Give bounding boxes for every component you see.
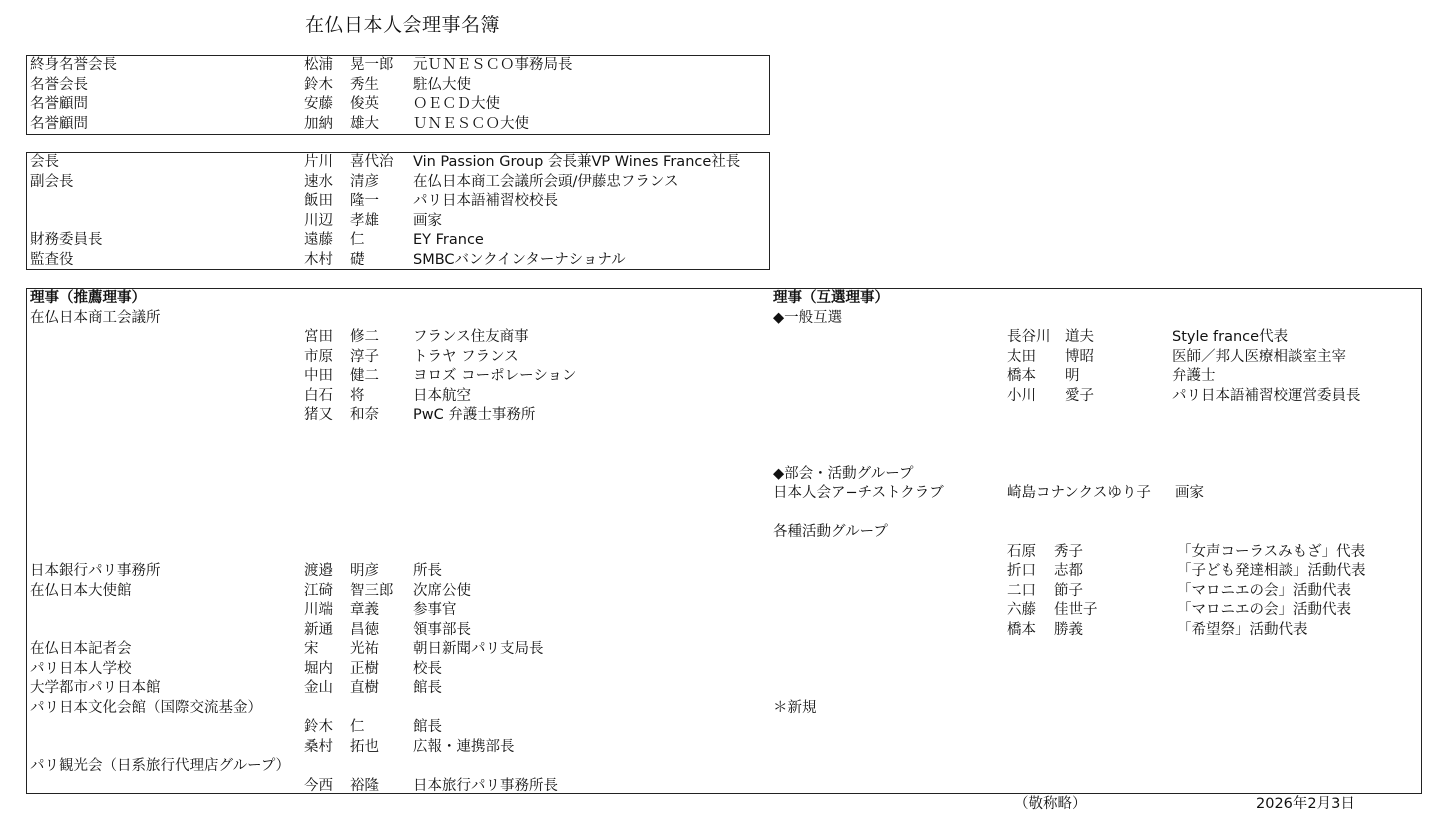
officer-row	[27, 231, 769, 251]
surname: 今西	[304, 777, 333, 794]
recommended-row	[27, 465, 771, 485]
elected-heading-row	[771, 289, 1421, 309]
surname: 猪又	[304, 407, 333, 423]
given-name: 節子	[1054, 582, 1083, 599]
given-name: 秀生	[350, 76, 379, 93]
affiliation: 画家	[1175, 485, 1204, 501]
recommended-row	[27, 679, 771, 699]
given-name: 晃一郎	[350, 57, 394, 73]
given-name: 仁	[350, 719, 365, 735]
affiliation: 「子ども発達相談」活動代表	[1177, 563, 1366, 579]
officer-row	[27, 153, 769, 173]
affiliation: 広報・連携部長	[413, 738, 515, 755]
recommended-row	[27, 718, 771, 738]
affiliation: 弁護士	[1172, 368, 1216, 384]
recommended-row	[27, 387, 771, 407]
given-name: 俊英	[350, 96, 379, 112]
surname: 石原	[1007, 543, 1036, 560]
surname: 遠藤	[304, 232, 333, 248]
activity-member-row	[771, 621, 1421, 641]
affiliation: 医師／邦人医療相談室主宰	[1172, 348, 1346, 365]
affiliation: 日本旅行パリ事務所長	[413, 777, 558, 794]
honorary-row	[27, 76, 769, 96]
role-label: 名誉顧問	[30, 96, 88, 112]
affiliation: 元ＵＮＥＳＣＯ事務局長	[413, 57, 573, 73]
groups-label: ◆部会・活動グループ	[773, 465, 914, 482]
recommended-row	[27, 328, 771, 348]
surname: 折口	[1007, 563, 1036, 579]
given-name: 清彦	[350, 173, 379, 190]
surname: 川端	[304, 602, 333, 618]
affiliation: 駐仏大使	[413, 76, 471, 93]
organization: 大学都市パリ日本館	[30, 680, 161, 696]
recommended-row	[27, 406, 771, 426]
surname: 橋本	[1007, 621, 1036, 638]
affiliation: パリ日本語補習校運営委員長	[1172, 387, 1361, 404]
surname: 新通	[304, 621, 333, 638]
surname: 市原	[304, 348, 333, 365]
recommended-row	[27, 543, 771, 563]
given-name: 光祐	[350, 641, 379, 657]
affiliation: 校長	[413, 660, 442, 677]
given-name: 勝義	[1054, 621, 1083, 638]
surname: 小川	[1007, 387, 1036, 404]
recommended-row	[27, 640, 771, 660]
given-name: 和奈	[350, 407, 379, 423]
document-date: 2026年2月3日	[1256, 796, 1355, 812]
given-name: 将	[350, 387, 365, 404]
surname: 宋	[304, 641, 319, 657]
recommended-row	[27, 348, 771, 368]
given-name: 秀子	[1054, 543, 1083, 560]
affiliation: 領事部長	[413, 621, 471, 638]
recommended-row	[27, 621, 771, 641]
given-name: 道夫	[1065, 329, 1094, 345]
recommended-row	[27, 367, 771, 387]
officer-row	[27, 251, 769, 271]
affiliation: ヨロズ コーポレーション	[413, 368, 577, 384]
recommended-row	[27, 601, 771, 621]
recommended-row	[27, 777, 771, 797]
surname: 堀内	[304, 660, 333, 677]
given-name: 孝雄	[350, 212, 379, 229]
organization: 在仏日本記者会	[30, 641, 132, 657]
role-label: 財務委員長	[30, 232, 103, 248]
artist-club-org: 日本人会ア−チストクラブ	[773, 485, 944, 501]
officer-row	[27, 192, 769, 212]
recommended-row	[27, 484, 771, 504]
affiliation: 在仏日本商工会議所会頭/伊藤忠フランス	[413, 173, 679, 190]
given-name: 佳世子	[1054, 602, 1098, 618]
groups-label-row	[771, 465, 1421, 485]
elected-heading: 理事（互選理事）	[773, 290, 889, 306]
honorary-row	[27, 115, 769, 135]
given-name: 拓也	[350, 738, 379, 755]
honorary-row	[27, 56, 769, 76]
organization: パリ日本文化会館（国際交流基金）	[30, 699, 262, 716]
general-member-row	[771, 348, 1421, 368]
surname: 速水	[304, 173, 333, 190]
surname: 二口	[1007, 582, 1036, 599]
surname: 鈴木	[304, 719, 333, 735]
given-name: 明	[1065, 368, 1080, 384]
given-name: 礎	[350, 251, 365, 268]
recommended-row	[27, 523, 771, 543]
affiliation: 画家	[413, 212, 442, 229]
recommended-row	[27, 582, 771, 602]
affiliation: パリ日本語補習校校長	[413, 193, 558, 209]
affiliation: 館長	[413, 680, 442, 696]
surname: 鈴木	[304, 76, 333, 93]
affiliation: 「マロニエの会」活動代表	[1177, 602, 1351, 618]
recommended-row	[27, 699, 771, 719]
given-name: 淳子	[350, 348, 379, 365]
general-election-label: ◆一般互選	[773, 309, 843, 326]
organization: 在仏日本大使館	[30, 582, 132, 599]
surname: 白石	[304, 387, 333, 404]
new-note: ＊新規	[773, 699, 817, 716]
given-name: 健二	[350, 368, 379, 384]
affiliation: Style france代表	[1172, 329, 1289, 345]
surname: 江碕	[304, 582, 333, 599]
surname: 松浦	[304, 57, 333, 73]
role-label: 終身名誉会長	[30, 57, 117, 73]
recommended-heading: 理事（推薦理事）	[30, 290, 146, 306]
activity-member-row	[771, 601, 1421, 621]
general-member-row	[771, 387, 1421, 407]
affiliation: EY France	[413, 232, 484, 248]
surname: 木村	[304, 251, 333, 268]
given-name: 章義	[350, 602, 379, 618]
affiliation: トラヤ フランス	[413, 348, 519, 365]
affiliation: 朝日新聞パリ支局長	[413, 641, 544, 657]
affiliation: ＯＥＣＤ大使	[413, 96, 500, 112]
surname: 橋本	[1007, 368, 1036, 384]
given-name: 裕隆	[350, 777, 379, 794]
recommended-row	[27, 562, 771, 582]
affiliation: 日本航空	[413, 387, 471, 404]
affiliation: 参事官	[413, 602, 457, 618]
affiliation: 「希望祭」活動代表	[1177, 621, 1308, 638]
given-name: 直樹	[350, 680, 379, 696]
role-label: 副会長	[30, 173, 74, 190]
organization: パリ観光会（日系旅行代理店グループ）	[30, 758, 290, 774]
affiliation: Vin Passion Group 会長兼VP Wines France社長	[413, 154, 741, 170]
surname: 渡邉	[304, 563, 333, 579]
surname: 片川	[304, 154, 333, 170]
affiliation: 「マロニエの会」活動代表	[1177, 582, 1351, 599]
affiliation: ＵＮＥＳＣＯ大使	[413, 115, 529, 132]
surname: 川辺	[304, 212, 333, 229]
honorific-note: （敬称略）	[1014, 796, 1087, 812]
recommended-row	[27, 445, 771, 465]
honorary-row	[27, 95, 769, 115]
given-name: 志都	[1054, 563, 1083, 579]
recommended-row	[27, 660, 771, 680]
recommended-row	[27, 738, 771, 758]
activity-member-row	[771, 543, 1421, 563]
recommended-row	[27, 426, 771, 446]
affiliation: 次席公使	[413, 582, 471, 599]
recommended-row	[27, 504, 771, 524]
general-member-row	[771, 367, 1421, 387]
given-name: 智三郎	[350, 582, 394, 599]
recommended-row	[27, 757, 771, 777]
role-label: 監査役	[30, 251, 74, 268]
activity-member-row	[771, 582, 1421, 602]
affiliation: SMBCバンクインターナショナル	[413, 251, 626, 268]
surname: 長谷川	[1007, 329, 1051, 345]
activity-label-row	[771, 523, 1421, 543]
given-name: 仁	[350, 232, 365, 248]
given-name: 隆一	[350, 193, 379, 209]
role-label: 名誉顧問	[30, 115, 88, 132]
given-name: 正樹	[350, 660, 379, 677]
surname: 桑村	[304, 738, 333, 755]
surname: 太田	[1007, 348, 1036, 365]
organization: 日本銀行パリ事務所	[30, 563, 161, 579]
surname: 加納	[304, 115, 333, 132]
surname: 飯田	[304, 193, 333, 209]
given-name: 喜代治	[350, 154, 394, 170]
surname: 宮田	[304, 329, 333, 345]
directors-box	[26, 288, 1422, 794]
officers-box	[26, 152, 770, 270]
affiliation: フランス住友商事	[413, 329, 529, 345]
surname: 金山	[304, 680, 333, 696]
honorary-box	[26, 55, 770, 135]
organization: 在仏日本商工会議所	[30, 309, 161, 326]
given-name: 博昭	[1065, 348, 1094, 365]
page-title: 在仏日本人会理事名簿	[305, 14, 501, 36]
surname: 六藤	[1007, 602, 1036, 618]
artist-club-row	[771, 484, 1421, 504]
role-label: 名誉会長	[30, 76, 88, 93]
given-name: 明彦	[350, 563, 379, 579]
affiliation: 「女声コーラスみもざ」代表	[1177, 543, 1366, 560]
general-election-label-row	[771, 309, 1421, 329]
surname: 安藤	[304, 96, 333, 112]
activity-member-row	[771, 562, 1421, 582]
affiliation: 館長	[413, 719, 442, 735]
given-name: 雄大	[350, 115, 379, 132]
role-label: 会長	[30, 154, 59, 170]
recommended-row	[27, 309, 771, 329]
surname: 中田	[304, 368, 333, 384]
organization: パリ日本人学校	[30, 660, 132, 677]
affiliation: 所長	[413, 563, 442, 579]
officer-row	[27, 173, 769, 193]
officer-row	[27, 212, 769, 232]
activity-label: 各種活動グループ	[773, 524, 888, 540]
given-name: 昌徳	[350, 621, 379, 638]
new-note-row	[771, 699, 1421, 719]
artist-club-member: 崎島コナンクスゆり子	[1007, 485, 1151, 501]
general-member-row	[771, 328, 1421, 348]
given-name: 修二	[350, 329, 379, 345]
given-name: 愛子	[1065, 387, 1094, 404]
affiliation: PwC 弁護士事務所	[413, 407, 536, 423]
